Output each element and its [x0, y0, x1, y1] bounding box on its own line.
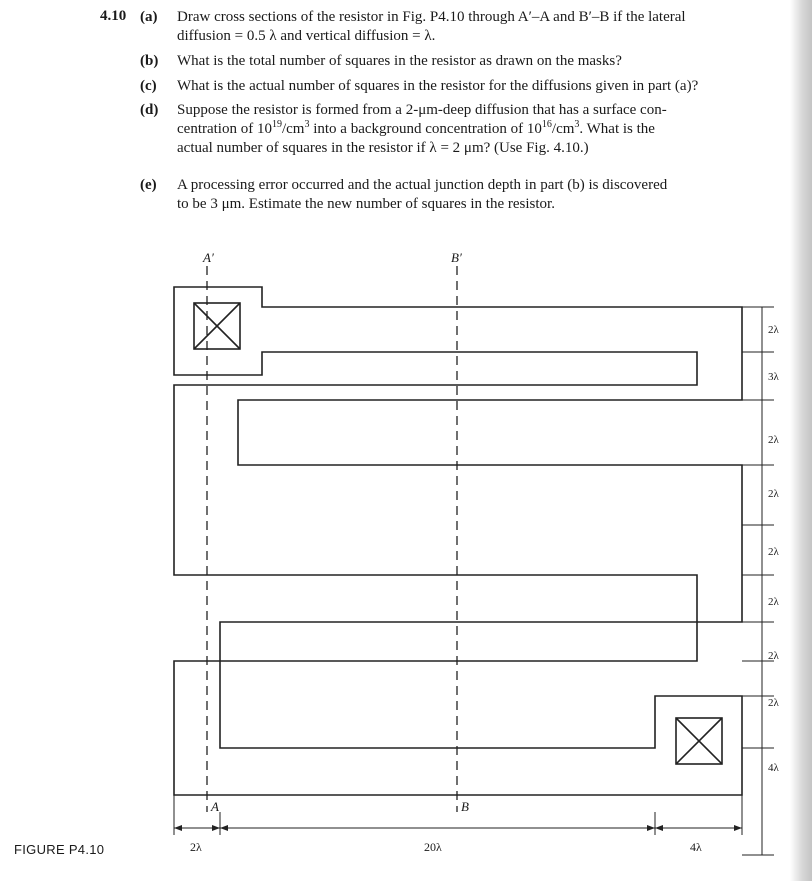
dim-right-2: 3λ	[768, 371, 779, 383]
dim-right-4: 2λ	[768, 488, 779, 500]
part-label: (a)	[140, 9, 158, 25]
part-label: (c)	[140, 78, 157, 94]
label-b-prime: B′	[451, 250, 462, 265]
part-line: What is the actual number of squares in the resistor for the diffusions given in part (a)?	[177, 78, 699, 94]
part-label: (b)	[140, 53, 159, 69]
dim-right-1: 2λ	[768, 324, 779, 336]
part-line: actual number of squares in the resistor if λ = 2 μm? (Use Fig. 4.10.)	[177, 140, 589, 156]
resistor-outline	[174, 287, 742, 795]
part-line: Draw cross sections of the resistor in Fig. P4.10 through A′–A and B′–B if the lateral	[177, 9, 686, 25]
label-b: B	[461, 799, 469, 814]
dim-bottom-3: 4λ	[690, 840, 702, 854]
bottom-dimension-chain	[174, 795, 742, 835]
dim-right-9: 4λ	[768, 762, 779, 774]
part-line: centration of $10^{19}/cm^3$ into a background concentration of $10^{16}/cm^3$. What is the	[177, 119, 655, 137]
dim-right-3: 2λ	[768, 434, 779, 446]
dim-bottom-2: 20λ	[424, 840, 442, 854]
part-line: A processing error occurred and the actual junction depth in part (b) is discovered	[177, 177, 668, 193]
part-line: diffusion = 0.5 λ and vertical diffusion = λ.	[177, 28, 436, 44]
label-a: A	[211, 799, 219, 814]
part-label: (e)	[140, 177, 157, 193]
problem-number: 4.10	[100, 8, 127, 24]
dim-right-5: 2λ	[768, 546, 779, 558]
label-a-prime: A′	[203, 250, 214, 265]
dim-right-6: 2λ	[768, 596, 779, 608]
figure-caption: FIGURE P4.10	[14, 842, 105, 857]
part-line: to be 3 μm. Estimate the new number of squares in the resistor.	[177, 196, 555, 212]
dim-right-8: 2λ	[768, 697, 779, 709]
dim-right-7: 2λ	[768, 650, 779, 662]
part-line: What is the total number of squares in the resistor as drawn on the masks?	[177, 53, 622, 69]
part-line: Suppose the resistor is formed from a 2-μm-deep diffusion that has a surface con-	[177, 102, 667, 118]
part-label: (d)	[140, 102, 159, 118]
dim-bottom-1: 2λ	[190, 840, 202, 854]
